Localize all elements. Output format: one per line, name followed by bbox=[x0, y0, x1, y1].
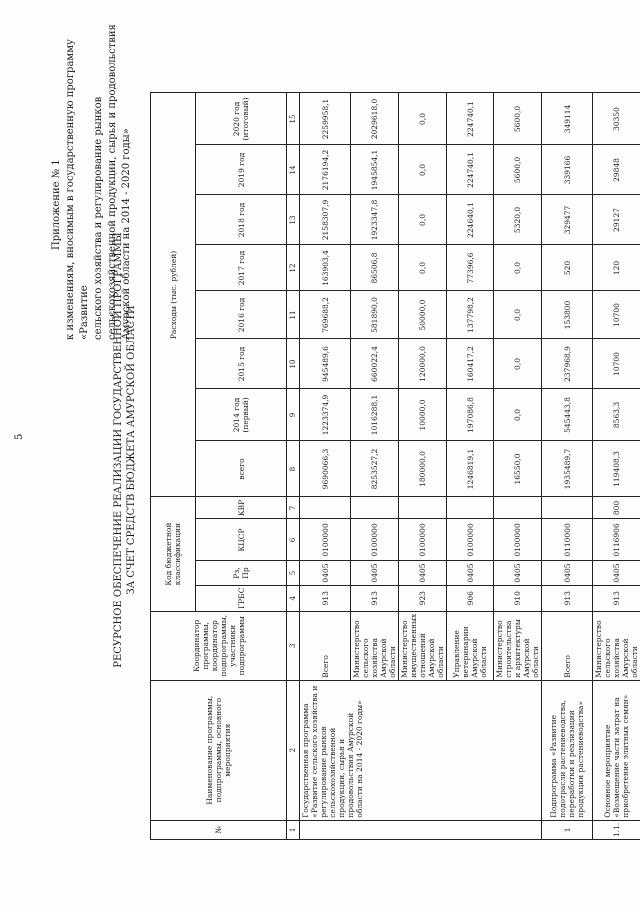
year-cell: 2176194,2 bbox=[300, 145, 351, 195]
kvr-cell bbox=[300, 497, 351, 519]
kcsr-cell: 0100000 bbox=[399, 519, 447, 561]
header-total: всего bbox=[196, 441, 287, 497]
year-cell: 120000,0 bbox=[399, 339, 447, 389]
kcsr-cell: 0100000 bbox=[351, 519, 399, 561]
header-rzpr: Рз, Пр bbox=[196, 561, 287, 585]
kcsr-cell: 0100000 bbox=[300, 519, 351, 561]
year-cell: 945489,6 bbox=[300, 339, 351, 389]
year-cell: 1945854,1 bbox=[351, 145, 399, 195]
resource-table bbox=[150, 92, 640, 840]
year-cell: 197086,8 bbox=[447, 389, 494, 441]
year-cell: 0,0 bbox=[399, 245, 447, 291]
year-cell: 224740,1 bbox=[447, 93, 494, 145]
year-cell: 349114 bbox=[542, 93, 593, 145]
header-expenses: Расходы (тыс. рублей) bbox=[151, 93, 196, 497]
kcsr-cell: 0100000 bbox=[447, 519, 494, 561]
grbs-cell: 913 bbox=[300, 585, 351, 611]
grbs-cell: 913 bbox=[351, 585, 399, 611]
header-2020: 2020 год (итоговый) bbox=[196, 93, 287, 145]
appendix-line: сельскохозяйственной продукции, сырья и продовольствия bbox=[107, 24, 118, 340]
grbs-cell: 906 bbox=[447, 585, 494, 611]
year-cell: 237968,9 bbox=[542, 339, 593, 389]
year-cell: 10000,0 bbox=[399, 389, 447, 441]
kvr-cell bbox=[351, 497, 399, 519]
column-number: 4 bbox=[287, 585, 300, 611]
program-name: Государственная программа «Развитие сельского хозяйства и регулирование рынков сельскохозяйственной продукции, сырья и продовольствия Амурской области на 2014 - 2020 годы» bbox=[300, 680, 542, 820]
column-number: 12 bbox=[287, 245, 300, 291]
kvr-cell: 800 bbox=[593, 497, 640, 519]
year-cell: 8563,3 bbox=[593, 389, 640, 441]
kcsr-cell: 0116906 bbox=[593, 519, 640, 561]
table-row bbox=[593, 93, 640, 840]
page-number: 5 bbox=[14, 433, 25, 440]
header-grbs: ГРБС bbox=[196, 585, 287, 611]
header-2019: 2019 год bbox=[196, 145, 287, 195]
kvr-cell bbox=[542, 497, 593, 519]
title-line: ЗА СЧЕТ СРЕДСТВ БЮДЖЕТА АМУРСКОЙ ОБЛАСТИ bbox=[126, 305, 137, 595]
column-number: 14 bbox=[287, 145, 300, 195]
header-coordinator: Координатор программы, координатор подпрограммы, участники подпрограммы bbox=[151, 611, 287, 680]
grbs-cell: 910 bbox=[494, 585, 542, 611]
column-number: 13 bbox=[287, 195, 300, 245]
year-cell: 5600,0 bbox=[494, 145, 542, 195]
total-cell: 8253527,2 bbox=[351, 441, 399, 497]
subprogram-num: 1 bbox=[542, 820, 593, 839]
rzpr-cell: 0405 bbox=[494, 561, 542, 585]
year-cell: 5320,0 bbox=[494, 195, 542, 245]
measure-name: Основное мероприятие «Возмещение части затрат на приобретение элитных семян» bbox=[593, 680, 640, 820]
header-num: № bbox=[151, 820, 287, 839]
year-cell: 0,0 bbox=[494, 245, 542, 291]
coordinator-cell: Всего bbox=[300, 611, 351, 680]
coordinator-cell: Министерство строительства и архитектуры Амурской области bbox=[494, 611, 542, 680]
year-cell: 0,0 bbox=[494, 389, 542, 441]
year-cell: 30350 bbox=[593, 93, 640, 145]
appendix-line: к изменениям, вносимым в государственную программу «Развитие bbox=[65, 39, 90, 340]
year-cell: 769688,2 bbox=[300, 291, 351, 339]
year-cell: 5600,0 bbox=[494, 93, 542, 145]
header-2017: 2017 год bbox=[196, 245, 287, 291]
grbs-cell: 913 bbox=[542, 585, 593, 611]
title-line: РЕСУРСНОЕ ОБЕСПЕЧЕНИЕ РЕАЛИЗАЦИИ ГОСУДАРСТВЕННОЙ ПРОГРАММЫ bbox=[113, 232, 124, 668]
year-cell: 2158307,9 bbox=[300, 195, 351, 245]
program-num bbox=[300, 820, 542, 839]
year-cell: 77396,6 bbox=[447, 245, 494, 291]
header-kcsr: КЦСР bbox=[196, 519, 287, 561]
header-budget-code: Код бюджетной классификации bbox=[151, 497, 196, 611]
subprogram-name: Подпрограмма «Развитие подотрасли растениеводства, переработки и реализации продукции растениеводства» bbox=[542, 680, 593, 820]
year-cell: 0,0 bbox=[494, 339, 542, 389]
year-cell: 0,0 bbox=[494, 291, 542, 339]
table-row bbox=[300, 93, 351, 840]
coordinator-cell: Министерство сельского хозяйства Амурской области bbox=[351, 611, 399, 680]
header-name: Наименование программы, подпрограммы, основного мероприятия bbox=[151, 680, 287, 820]
column-number: 8 bbox=[287, 441, 300, 497]
coordinator-cell: Всего bbox=[542, 611, 593, 680]
total-cell: 119408,3 bbox=[593, 441, 640, 497]
coordinator-cell: Министерство сельского хозяйства Амурской области bbox=[593, 611, 640, 680]
year-cell: 10700 bbox=[593, 339, 640, 389]
year-cell: 224640,1 bbox=[447, 195, 494, 245]
table-row bbox=[542, 93, 593, 840]
column-number: 3 bbox=[287, 611, 300, 680]
rzpr-cell: 0405 bbox=[399, 561, 447, 585]
header-2015: 2015 год bbox=[196, 339, 287, 389]
year-cell: 50000,0 bbox=[399, 291, 447, 339]
total-cell: 9690066,3 bbox=[300, 441, 351, 497]
rzpr-cell: 0405 bbox=[447, 561, 494, 585]
year-cell: 660022,4 bbox=[351, 339, 399, 389]
column-number: 11 bbox=[287, 291, 300, 339]
year-cell: 339166 bbox=[542, 145, 593, 195]
coordinator-cell: Министерство имущественных отношений Амурской области bbox=[399, 611, 447, 680]
year-cell: 160417,2 bbox=[447, 339, 494, 389]
year-cell: 153800 bbox=[542, 291, 593, 339]
header-2016: 2016 год bbox=[196, 291, 287, 339]
header-2014: 2014 год (первый) bbox=[196, 389, 287, 441]
kcsr-cell: 0100000 bbox=[494, 519, 542, 561]
column-number: 6 bbox=[287, 519, 300, 561]
year-cell: 120 bbox=[593, 245, 640, 291]
year-cell: 1016288,1 bbox=[351, 389, 399, 441]
document-title bbox=[112, 180, 138, 720]
kvr-cell bbox=[494, 497, 542, 519]
year-cell: 10700 bbox=[593, 291, 640, 339]
column-number-row bbox=[287, 93, 300, 840]
rzpr-cell: 0405 bbox=[542, 561, 593, 585]
year-cell: 2259958,1 bbox=[300, 93, 351, 145]
column-number: 10 bbox=[287, 339, 300, 389]
rzpr-cell: 0405 bbox=[593, 561, 640, 585]
year-cell: 29848 bbox=[593, 145, 640, 195]
column-number: 9 bbox=[287, 389, 300, 441]
kcsr-cell: 0110000 bbox=[542, 519, 593, 561]
year-cell: 545443,8 bbox=[542, 389, 593, 441]
year-cell: 329477 bbox=[542, 195, 593, 245]
year-cell: 29127 bbox=[593, 195, 640, 245]
year-cell: 581890,0 bbox=[351, 291, 399, 339]
year-cell: 86506,8 bbox=[351, 245, 399, 291]
column-number: 7 bbox=[287, 497, 300, 519]
total-cell: 1935489,7 bbox=[542, 441, 593, 497]
year-cell: 0,0 bbox=[399, 93, 447, 145]
year-cell: 0,0 bbox=[399, 145, 447, 195]
year-cell: 163903,4 bbox=[300, 245, 351, 291]
year-cell: 1223374,9 bbox=[300, 389, 351, 441]
column-number: 1 bbox=[287, 820, 300, 839]
appendix-line: сельского хозяйства и регулирование рынков bbox=[93, 96, 104, 340]
appendix-line: Амурской области на 2014 - 2020 годы» bbox=[121, 128, 132, 340]
rzpr-cell: 0405 bbox=[300, 561, 351, 585]
rzpr-cell: 0405 bbox=[351, 561, 399, 585]
kvr-cell bbox=[447, 497, 494, 519]
grbs-cell: 913 bbox=[593, 585, 640, 611]
year-cell: 1923347,8 bbox=[351, 195, 399, 245]
total-cell: 1246819,1 bbox=[447, 441, 494, 497]
column-number: 15 bbox=[287, 93, 300, 145]
measure-num: 1.1. bbox=[593, 820, 640, 839]
year-cell: 224740,1 bbox=[447, 145, 494, 195]
grbs-cell: 923 bbox=[399, 585, 447, 611]
appendix-title: Приложение № 1 bbox=[51, 159, 62, 250]
column-number: 2 bbox=[287, 680, 300, 820]
coordinator-cell: Управление ветеринарии Амурской области bbox=[447, 611, 494, 680]
year-cell: 137798,2 bbox=[447, 291, 494, 339]
column-number: 5 bbox=[287, 561, 300, 585]
kvr-cell bbox=[399, 497, 447, 519]
header-kvr: КВР bbox=[196, 497, 287, 519]
year-cell: 520 bbox=[542, 245, 593, 291]
year-cell: 2029618,0 bbox=[351, 93, 399, 145]
total-cell: 180000,0 bbox=[399, 441, 447, 497]
header-2018: 2018 год bbox=[196, 195, 287, 245]
total-cell: 16550,0 bbox=[494, 441, 542, 497]
year-cell: 0,0 bbox=[399, 195, 447, 245]
